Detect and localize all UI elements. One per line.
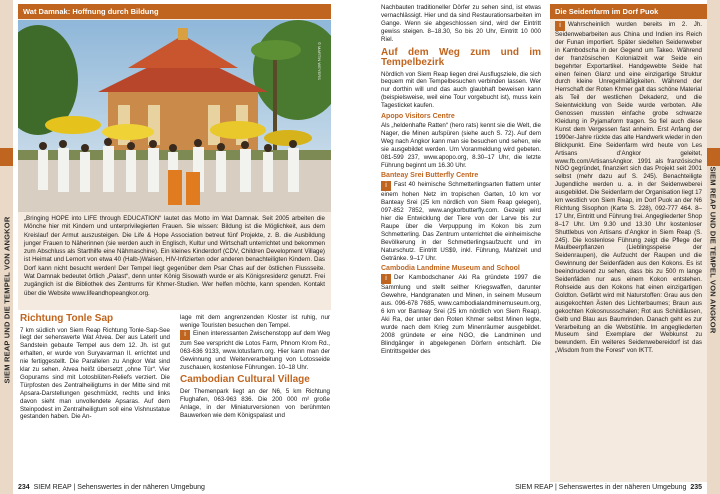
wat-damnak-photo [18,20,331,212]
right-side-tab-label: SIEM REAP UND DIE TEMPEL VON ANGKOR [708,166,718,334]
apopo-heading: Apopo Visitors Centre [381,113,455,121]
temple-photo [18,20,331,212]
richtung-tonle-sap-heading: Richtung Tonle Sap [20,313,114,324]
right-footer-subtitle: Sehenswertes in der näheren Umgebung [558,484,687,491]
seidenfarm-title: Die Seidenfarm im Dorf Puok [550,4,707,19]
left-footer-section: SIEM REAP [33,484,72,491]
richtung-tonle-sap-text: 7 km südlich von Siem Reap Richtung Tonle-Sap-See liegt der sehenswerte Wat Atvea. Der aus Laterit und Sandstein gebaute Tempel aus dem 12. Jh. ist gut erhalten, er wurde von Suryavarman II. errichtet und nie fertiggestellt. Die Parallelen zu Angkor Wat sind klar zu sehen. Atvea heißt übersetzt „ohne Tür“. Vier Gopurams sind mit Lotosblüten-Reliefs verziert. Die Türpfosten des Zentralheiligtums in der Mitte sind mit Apsara-Darstellungen geschmückt, rechts und links davon sieht man unvollendete Apsaras. Auf dem Steinpodest im Zentralheiligtum soll eine Vishnustatue gestanden haben. Die An- [20,326,170,421]
left-side-tab-label: SIEM REAP UND DIE TEMPEL VON ANGKOR [2,216,12,384]
photo-credit: © MARTIN WEYERS [317,42,322,80]
seidenfarm-body [550,19,707,357]
lotus-farm-info: Einen interessanten Zwischenstopp auf dem Weg zum See verspricht die Lotos Farm, Phnom Krom Rd., 063-636 9133, www.lotusfarm.org. Hier kann man der Gewinnung und Weiterverarbeitung von Lotosseide zuschauen, kostenlose Führungen. 10–18 Uhr. [180,329,330,371]
tempelbezirk-intro: Nördlich von Siem Reap liegen drei Ausflugsziele, die sich bequem mit den Tempelbesuchen verbinden lassen. Wer nur dorthin will und das auch glaubhaft beweisen kann (beispielsweise, weil eine Tour vorgebucht ist), muss kein Tagesticket kaufen. [381,70,541,110]
landmine-heading: Cambodia Landmine Museum and School [381,265,520,273]
info-icon: i [555,21,565,31]
tempelbezirk-heading: Auf dem Weg zum und im Tempelbezirk [381,46,541,69]
butterfly-text [381,181,541,262]
apopo-text: Als „heldenhafte Ratten“ (hero rats) kennt sie die Welt, die Nager, die Minen aufspüren (siehe auch S. 72). Auf dem Weg nach Angkor kann man sie besuchen und sehen, wie sie ausgebildet werden. Um Voranmeldung wird gebeten. 081-599 237, www.apopo.org, 8.30–17 Uhr, die letzte Führung beginnt um 16.30 Uhr. [381,121,541,169]
lotus-farm-text [180,330,330,372]
right-page-number: 235 [690,484,702,491]
atvea-text-continued: lage mit dem angrenzenden Kloster ist ruhig, nur wenige Touristen besuchen den Tempel. [180,314,330,329]
tab-marker [0,148,13,166]
butterfly-body: Fast 40 heimische Schmetterlingsarten flattern unter einem hohen Netz im tropischen Garten, 10 km vor Banteay Srei (25 km nördlich von Siem Reap gelegen), 097-852 7852, www.angkorbutterfly.com. Gezeigt wird hier die Entwicklung der Tiere von der Larve bis zur Raupe über die Verpuppung im Kokon bis zum Schmetterling. Das Zentrum unterrichtet die einheimische Bevölkerung in der Schmetterlingsaufzucht und im Naturschutz. Eintritt US$9, inkl. Führung, Mahlzeit und Getränke. 9–17 Uhr. [381,181,541,262]
cultural-village-text: Der Themenpark liegt an der N6, 5 km Richtung Flughafen, 063-963 836. Die 200 000 m² große Anlage, in der Miniaturversionen von berühmten Bauwerken wie dem Königspalast und [180,387,330,419]
butterfly-heading: Banteay Srei Butterfly Centre [381,172,479,180]
cultural-village-heading: Cambodian Cultural Village [180,374,310,386]
left-column-1 [20,314,170,421]
wat-damnak-title: Wat Damnak: Hoffnung durch Bildung [18,4,331,19]
left-column-2 [180,314,330,420]
cultural-village-continued: Nachbauten traditioneller Dörfer zu sehen sind, ist etwas vernachlässigt. Hier und da sind Restaurationsarbeiten im Gange. Wenn sie abgeschlossen sind, wird der Eintritt gewiss steigen. 8–18.30, So bis 20 Uhr, Eintritt 10 000 Riel. [381,4,541,43]
info-icon: i [180,330,190,340]
left-footer: 234 SIEM REAP | Sehenswertes in der näheren Umgebung [18,484,205,491]
wat-damnak-caption: „Bringing HOPE into LIFE through EDUCATION“ lautet das Motto im Wat Damnak. Seit 2005 arbeiten die Mönche hier mit Kindern und unterprivilegierten Frauen. Sie wissen: Bildung ist die Möglichkeit, aus dem Kreislauf der Armut auszusteigen. Die Life & Hope Association betreut fünf Projekte, z. B. die Ausbildung junger Frauen to Näherinnen (sie werden auch in Englisch, Kultur und Wirtschaft unterrichtet und bekommen zum Abschluss als Starthilfe eine Nähmaschine). Ein kleines Kinderdorf (CDV, Children Development Village) ist Heimat und Lernort von etwa 40 (Halb-)Waisen, HIV-Infizierten oder anderen benachteiligten Kindern. Das Dorf kann nicht besucht werden! Der Tempel liegt gegenüber dem Psar Chas auf der östlichen Flussseite. Wat Damnak bedeutet örtlich „Palast“, denn unter König Sisowath wurde er als Königsresidenz genutzt. Frei zugänglich ist die Bibliothek des Zentrums für Khmer-Studien. Wer helfen möchte, kann spenden. Kontakt über die Website www.lifeandhopeangkor.org. [24,215,325,297]
tab-marker [707,148,720,166]
seidenfarm-text: Wahrscheinlich wurden bereits im 2. Jh. Seidenwebarbeiten aus China und Indien ins Reich der Funan importiert. Später siedelten Seidenweber in Kambodscha in der Gegend um Takeo. Während der französischen Kolonialzeit war Seide ein begehrter Exportartikel. Handgewebte Seide hat einen feinen Glanz und eine einzigartige Struktur durch kleine Unregelmäßigkeiten. Während der Herrschaft der Roten Khmer galt das schöne Material als Teil der westlichen Dekadenz, und die Seientwicklung von Seide wurde verboten. Alle Genossen mussten einfache grobe schwarze Kleidung in Pyjamaform tragen. So fiel auch diese Kunst dem Vergessen fast anheim. Erst Anfang der 1990er-Jahre rückte das alte Handwerk wieder in den Blickpunkt. Eine Seidenfarm wird heute von Les Artisans d’Angkor geleitet, www.fb.com/ArtisansAngkor. 1991 als französische NGO gegründet, finanziert sich das Projekt seit 2001 selbst (mehr dazu auf S. 245). Benachteiligte Jugendliche werden u. a. in der Seidenweberei ausgebildet. Die Seidenfarm der Organisation liegt 17 km westlich von Siem Reap, im Dorf Puok an der N6 Richtung Sisophon (Karte S. 228), 092-777 464. 8–17 Uhr, Eintritt und Führung frei. Angegliederter Shop 8–17 Uhr. Um 9.30 und 13.30 Uhr kostenloser Shuttlebus von Artisans d’Angkor in Siem Reap (S. 245). Die kostenlose Führung zeigt die Pflege der Maulbeerpflanzen (Lieblingsspeise der Seidenraupen), die Aufzucht der Raupen und die Gewinnung der Seidenfäden aus den Kokons. Es ist beeindruckend zu sehen, dass bis zu 500 m lange Seidenfäden nur aus einem Kokon entstehen. Rohseide aus den Kokons hat einen einzigartigen Goldton. Gefärbt wird mit Naturstoffen: Grau aus den ausgekochten Ästen des Lichterbaumes; Braun aus gekochten Kokosnussschalen; Rot aus Schildläusen, Gelb und Blau aus Baumrinden. Danach geht es zur Verarbeitung an die Webstühle. Im angegliederten Museum sind Exemplare der Webkunst zu bewundern. Ein weiteres Seidenwebereidorf ist das „Wisdom from the Forest“ von IKTT. [555,21,702,355]
info-icon: i [381,274,391,284]
info-icon: i [381,181,391,191]
left-page-number: 234 [18,484,30,491]
seidenfarm-box [550,4,707,482]
wat-damnak-box [18,4,331,310]
right-footer: SIEM REAP | Sehenswertes in der näheren Umgebung 235 [515,484,702,491]
landmine-text [381,274,541,355]
landmine-body: Der Kambodschaner Aki Ra gründete 1997 die Sammlung und stellt seither Kriegswaffen, darunter Gewehre, Handgranaten und Minen, in seinem Museum aus. 096-678 7685, www.cambodialandminemuseum.org, 6 km vor Banteay Srei (25 km nördlich von Siem Reap). Aki Ra, der unter den Roten Khmer selbst Minen legte, wurde nach dem Krieg zum Minenräumer ausgebildet. 2008 gründete er eine NGO, die Landminen und Blindgänger in abgelegenen Dörfern entschärft. Die Eintrittsgelder des [381,274,541,355]
right-footer-section: SIEM REAP [515,484,554,491]
left-footer-subtitle: Sehenswertes in der näheren Umgebung [77,484,205,491]
right-column-1 [381,4,541,356]
